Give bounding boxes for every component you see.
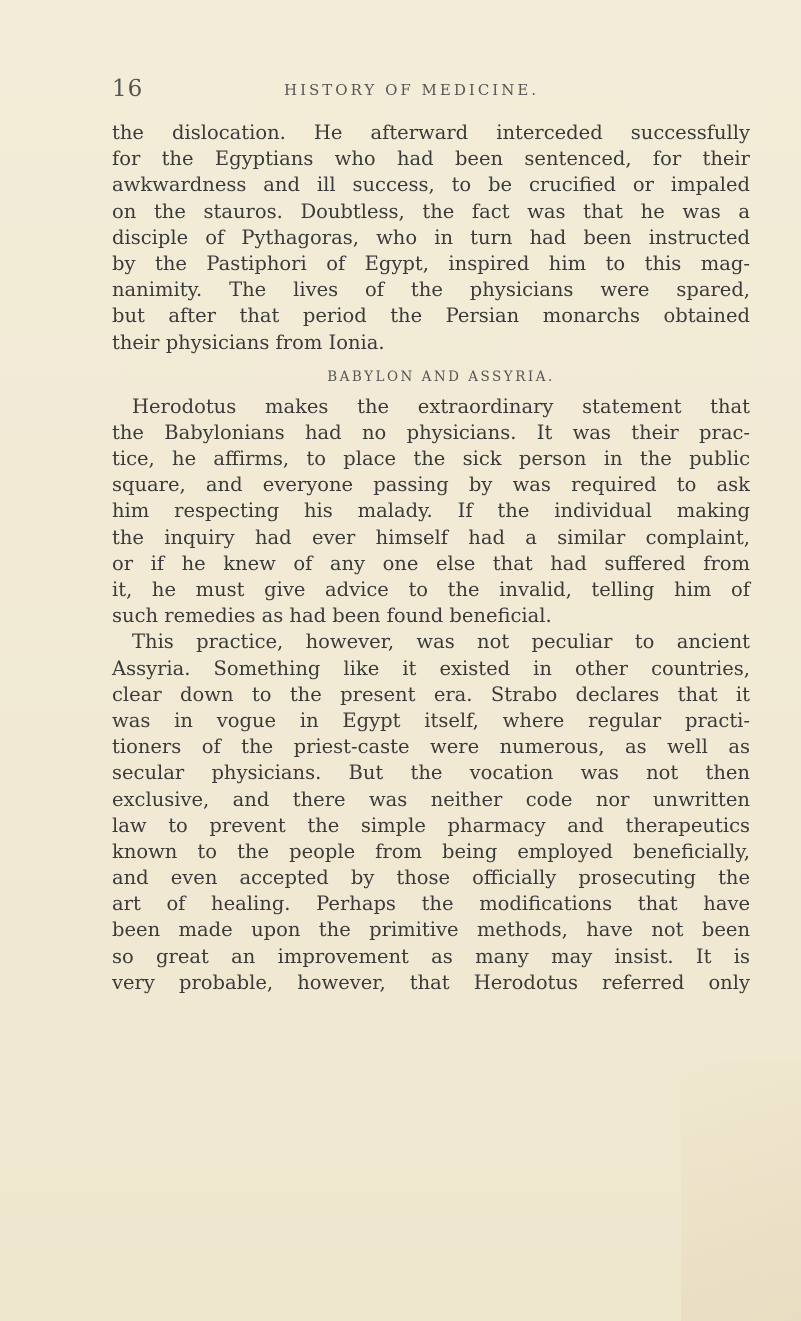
text-line: it, he must give advice to the invalid, telling him of <box>112 578 750 601</box>
page-number: 16 <box>112 76 144 102</box>
text-line: secular physicians. But the vocation was not then <box>112 761 750 785</box>
text-line: but after that period the Persian monarchs obtained <box>112 304 750 328</box>
page-header <box>112 76 752 104</box>
running-head: HISTORY OF MEDICINE. <box>284 81 540 99</box>
text-line: the inquiry had ever himself had a similar complaint, <box>112 525 750 549</box>
text-line: clear down to the present era. Strabo declares that it <box>112 682 750 706</box>
paragraph-3 <box>112 629 750 996</box>
text-line: Herodotus makes the extraordinary statement that <box>132 394 750 418</box>
text-line: exclusive, and there was neither code nor unwritten <box>112 787 750 811</box>
text-line: known to the people from being employed beneficially, <box>112 839 750 863</box>
text-line: art of healing. Perhaps the modifications that have <box>112 892 750 916</box>
text-line: the dislocation. He afterward interceded successfully <box>112 121 750 144</box>
paragraph-1 <box>112 120 750 356</box>
text-line: on the stauros. Doubtless, the fact was that he was a <box>112 199 750 223</box>
text-line: nanimity. The lives of the physicians were spared, <box>112 278 750 302</box>
text-line: This practice, however, was not peculiar to ancient <box>132 630 750 654</box>
text-line: their physicians from Ionia. <box>112 330 385 354</box>
text-line: been made upon the primitive methods, have not been <box>112 918 750 942</box>
section-heading: BABYLON AND ASSYRIA. <box>327 368 555 385</box>
text-line: or if he knew of any one else that had suffered from <box>112 551 750 575</box>
paragraph-2 <box>112 394 750 630</box>
text-line: tice, he affirms, to place the sick person in the public <box>112 447 750 471</box>
page-corner-shading <box>681 1061 801 1321</box>
body-text <box>112 120 750 996</box>
text-line: Assyria. Something like it existed in other countries, <box>112 656 750 680</box>
text-line: disciple of Pythagoras, who in turn had been instructed <box>112 225 750 249</box>
text-line: square, and everyone passing by was required to ask <box>112 473 750 497</box>
text-line: by the Pastiphori of Egypt, inspired him to this mag- <box>112 251 750 275</box>
text-line: very probable, however, that Herodotus referred only <box>112 970 750 994</box>
text-line: was in vogue in Egypt itself, where regular practi- <box>112 708 750 732</box>
text-line: such remedies as had been found beneficial. <box>112 604 552 628</box>
text-line: awkwardness and ill success, to be crucified or impaled <box>112 173 750 197</box>
text-line: for the Egyptians who had been sentenced, for their <box>112 147 750 171</box>
text-line: the Babylonians had no physicians. It was their prac- <box>112 420 750 444</box>
text-line: tioners of the priest-caste were numerous, as well as <box>112 735 750 759</box>
text-line: him respecting his malady. If the individual making <box>112 499 750 523</box>
text-line: so great an improvement as many may insist. It is <box>112 944 750 968</box>
text-line: law to prevent the simple pharmacy and therapeutics <box>112 813 750 837</box>
text-line: and even accepted by those officially prosecuting the <box>112 866 750 890</box>
